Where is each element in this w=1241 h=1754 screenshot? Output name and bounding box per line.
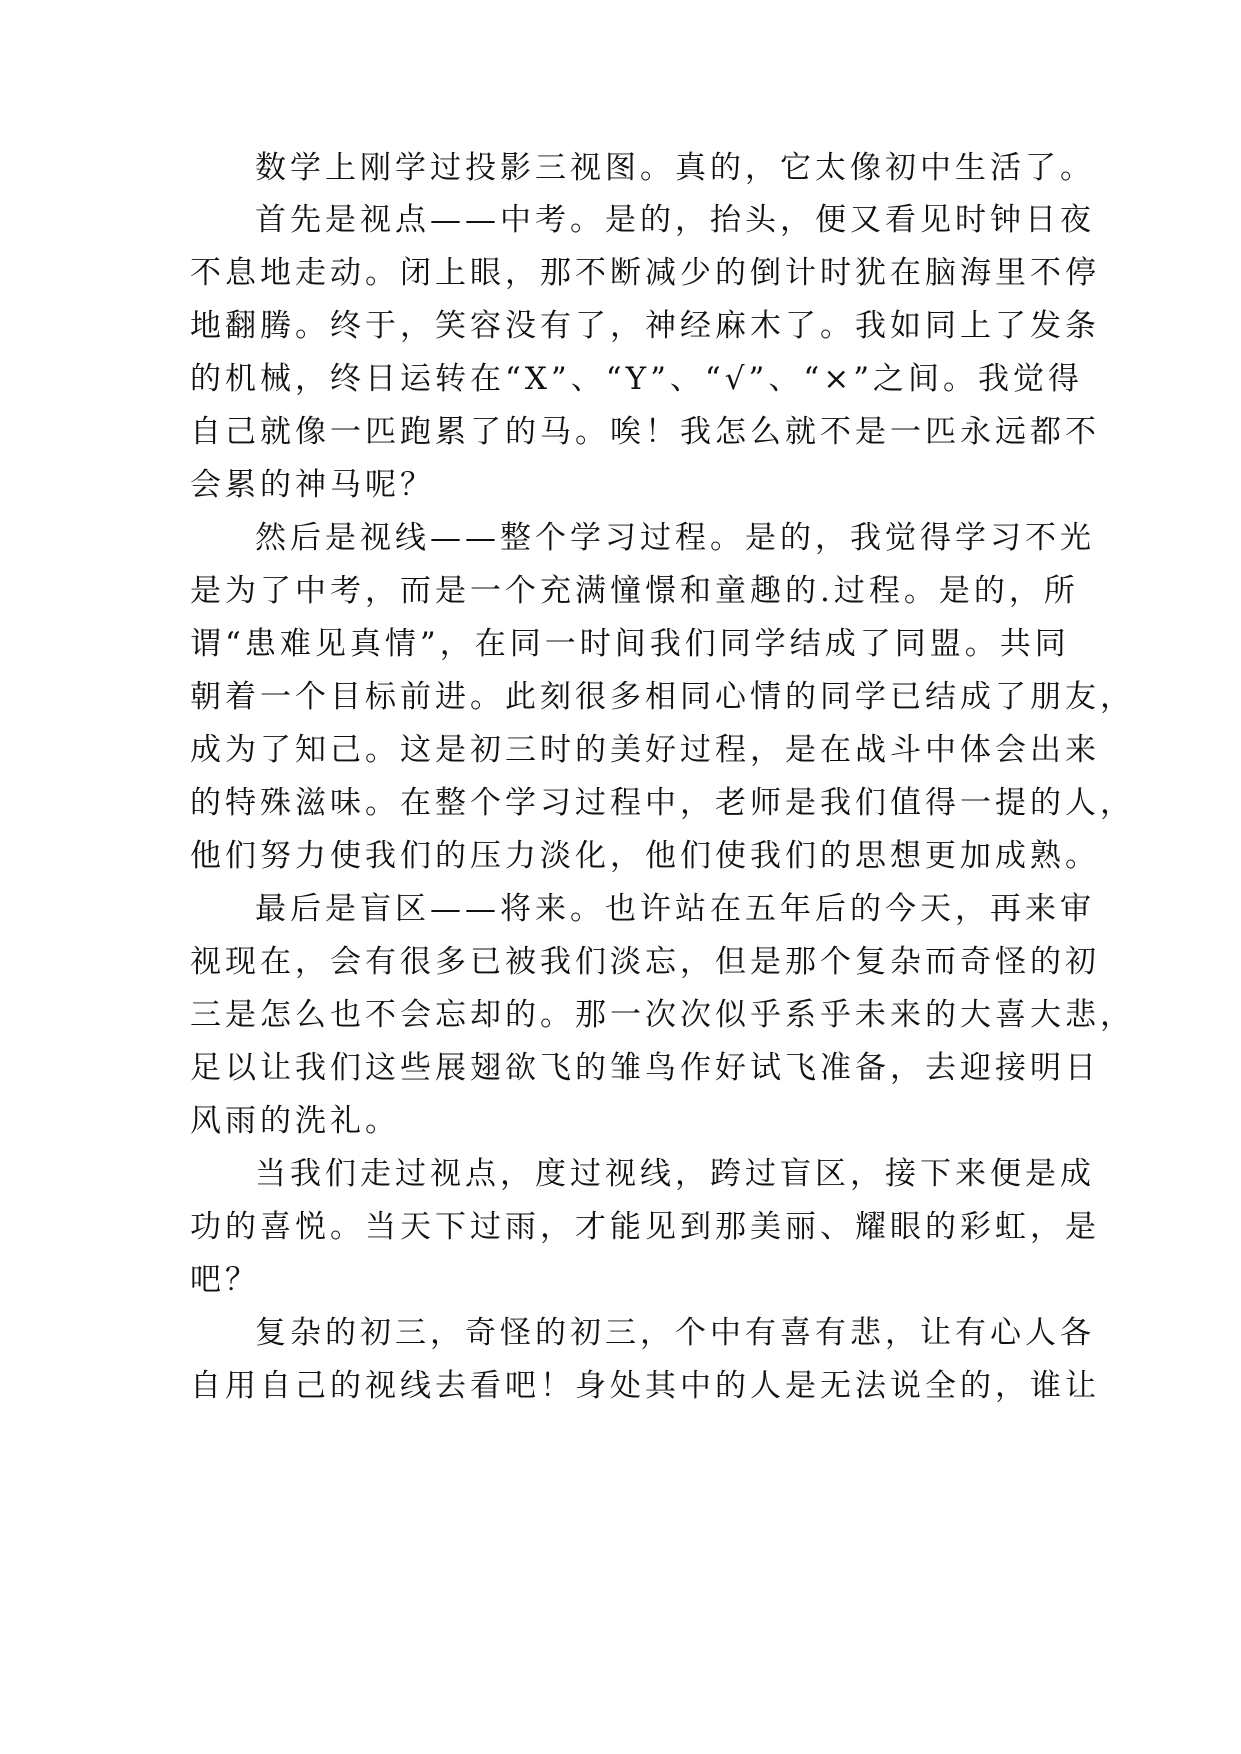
text-line: 是为了中考，而是一个充满憧憬和童趣的.过程。是的，所 bbox=[190, 573, 1079, 609]
text-line: 三是怎么也不会忘却的。那一次次似乎系乎未来的大喜大悲， bbox=[190, 997, 1135, 1033]
text-line: 视现在，会有很多已被我们淡忘，但是那个复杂而奇怪的初 bbox=[190, 944, 1100, 980]
text-line: 地翻腾。终于，笑容没有了，神经麻木了。我如同上了发条 bbox=[190, 308, 1100, 344]
text-line: 吧？ bbox=[190, 1262, 260, 1298]
text-line: 复杂的初三，奇怪的初三，个中有喜有悲，让有心人各 bbox=[255, 1315, 1095, 1351]
text-line: 自用自己的视线去看吧！身处其中的人是无法说全的，谁让 bbox=[190, 1368, 1100, 1404]
text-line: 谓“患难见真情”，在同一时间我们同学结成了同盟。共同 bbox=[190, 626, 1070, 662]
text-line: 风雨的洗礼。 bbox=[190, 1103, 400, 1139]
text-line: 的机械，终日运转在“X”、“Y”、“√”、“×”之间。我觉得 bbox=[190, 361, 1084, 397]
text-line: 朝着一个目标前进。此刻很多相同心情的同学已结成了朋友， bbox=[190, 679, 1135, 715]
text-line: 数学上刚学过投影三视图。真的，它太像初中生活了。 bbox=[255, 150, 1095, 186]
text-line: 不息地走动。闭上眼，那不断减少的倒计时犹在脑海里不停 bbox=[190, 255, 1100, 291]
text-line: 的特殊滋味。在整个学习过程中，老师是我们值得一提的人， bbox=[190, 785, 1135, 821]
text-line: 足以让我们这些展翅欲飞的雏鸟作好试飞准备，去迎接明日 bbox=[190, 1050, 1100, 1086]
text-line: 最后是盲区——将来。也许站在五年后的今天，再来审 bbox=[255, 891, 1095, 927]
text-line: 当我们走过视点，度过视线，跨过盲区，接下来便是成 bbox=[255, 1156, 1095, 1192]
text-line: 自己就像一匹跑累了的马。唉！我怎么就不是一匹永远都不 bbox=[190, 414, 1100, 450]
text-line: 他们努力使我们的压力淡化，他们使我们的思想更加成熟。 bbox=[190, 838, 1100, 874]
text-line: 首先是视点——中考。是的，抬头，便又看见时钟日夜 bbox=[255, 202, 1095, 238]
text-line: 成为了知己。这是初三时的美好过程，是在战斗中体会出来 bbox=[190, 732, 1100, 768]
text-line: 然后是视线——整个学习过程。是的，我觉得学习不光 bbox=[255, 520, 1095, 556]
text-line: 功的喜悦。当天下过雨，才能见到那美丽、耀眼的彩虹，是 bbox=[190, 1209, 1100, 1245]
text-line: 会累的神马呢？ bbox=[190, 467, 435, 503]
